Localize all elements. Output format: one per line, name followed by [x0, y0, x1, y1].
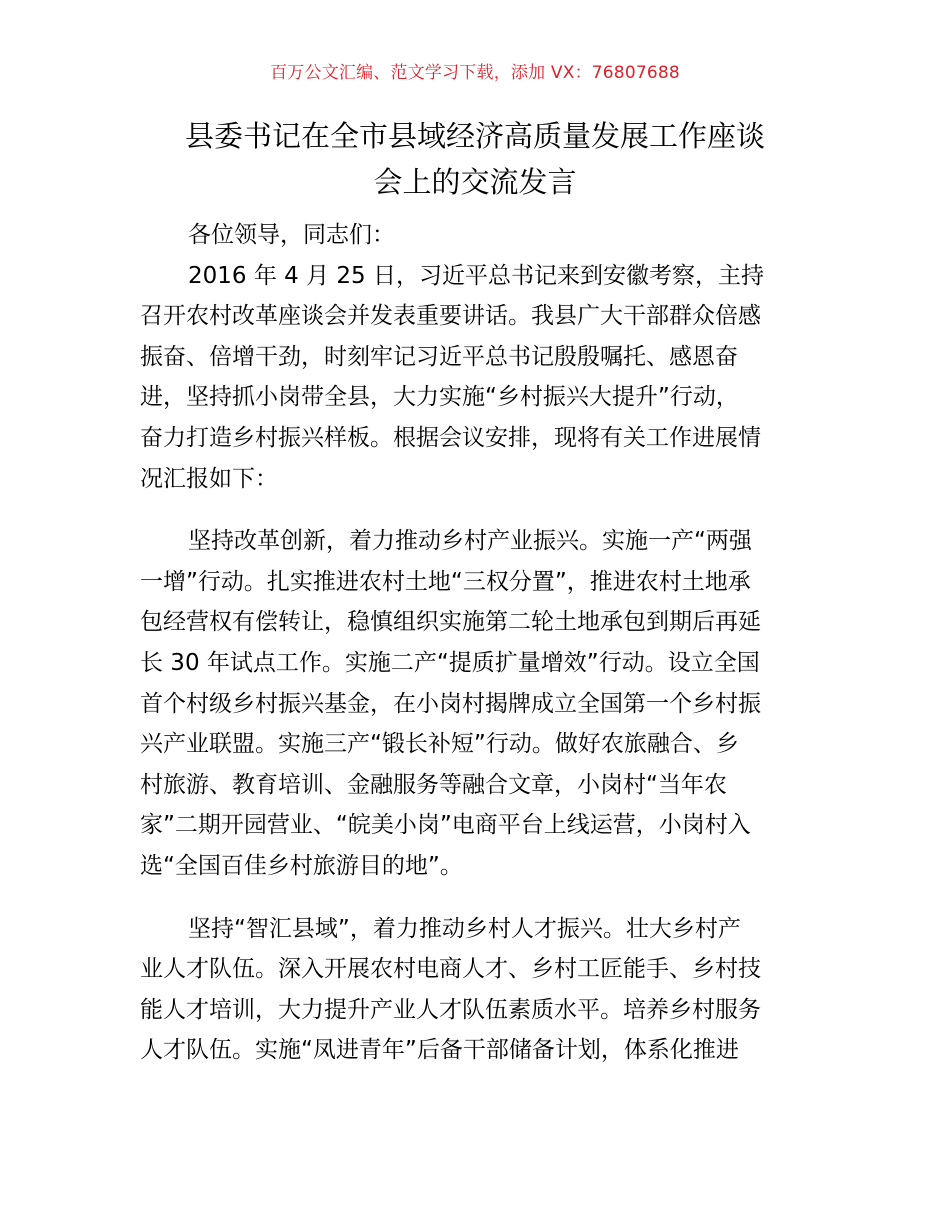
text-line: 况汇报如下： — [140, 465, 278, 492]
salutation-paragraph — [140, 215, 812, 256]
text-line: 振奋、倍增干劲，时刻牢记习近平总书记殷殷嘱托、感恩奋 — [140, 343, 738, 370]
text-line: 选“全国百佳乡村旅游目的地”。 — [140, 852, 463, 879]
watermark-header: 百万公文汇编、范文学习下载，添加 VX：76807688 — [270, 63, 680, 83]
text-line: 兴产业联盟。实施三产“锻长补短”行动。做好农旅融合、乡 — [140, 731, 739, 758]
intro-paragraph — [140, 256, 812, 500]
text-line: 坚持“智汇县域”，着力推动乡村人才振兴。壮大乡村产 — [188, 915, 741, 942]
text-line: 首个村级乡村振兴基金，在小岗村揭牌成立全国第一个乡村振 — [140, 690, 761, 717]
document-body — [140, 215, 812, 1071]
industry-revitalization-paragraph — [140, 521, 812, 886]
text-line: 村旅游、教育培训、金融服务等融合文章，小岗村“当年农 — [140, 771, 727, 798]
text-line: 长 30 年试点工作。实施二产“提质扩量增效”行动。设立全国 — [140, 649, 760, 676]
text-line: 坚持改革创新，着力推动乡村产业振兴。实施一产“两强 — [188, 528, 752, 555]
text-line: 业人才队伍。深入开展农村电商人才、乡村工匠能手、乡村技 — [140, 956, 761, 983]
text-line: 家”二期开园营业、“皖美小岗”电商平台上线运营，小岗村入 — [140, 812, 751, 839]
text-line: 包经营权有偿转让，稳慎组织实施第二轮土地承包到期后再延 — [140, 609, 761, 636]
text-line: 召开农村改革座谈会并发表重要讲话。我县广大干部群众倍感 — [140, 303, 761, 330]
text-line: 进，坚持抓小岗带全县，大力实施“乡村振兴大提升”行动， — [140, 384, 739, 411]
title-line-2: 会上的交流发言 — [373, 165, 577, 199]
text-line: 一增”行动。扎实推进农村土地“三权分置”，推进农村土地承 — [140, 568, 751, 595]
text-line: 2016 年 4 月 25 日，习近平总书记来到安徽考察，主持 — [188, 262, 764, 289]
document-title — [140, 113, 810, 205]
text-line: 各位领导，同志们： — [188, 222, 395, 248]
text-line: 奋力打造乡村振兴样板。根据会议安排，现将有关工作进展情 — [140, 424, 761, 451]
talent-revitalization-paragraph — [140, 909, 812, 1071]
text-line: 人才队伍。实施“凤进青年”后备干部储备计划，体系化推进 — [140, 1037, 739, 1064]
text-line: 能人才培训，大力提升产业人才队伍素质水平。培养乡村服务 — [140, 996, 761, 1023]
title-line-1: 县委书记在全市县域经济高质量发展工作座谈 — [184, 119, 765, 153]
